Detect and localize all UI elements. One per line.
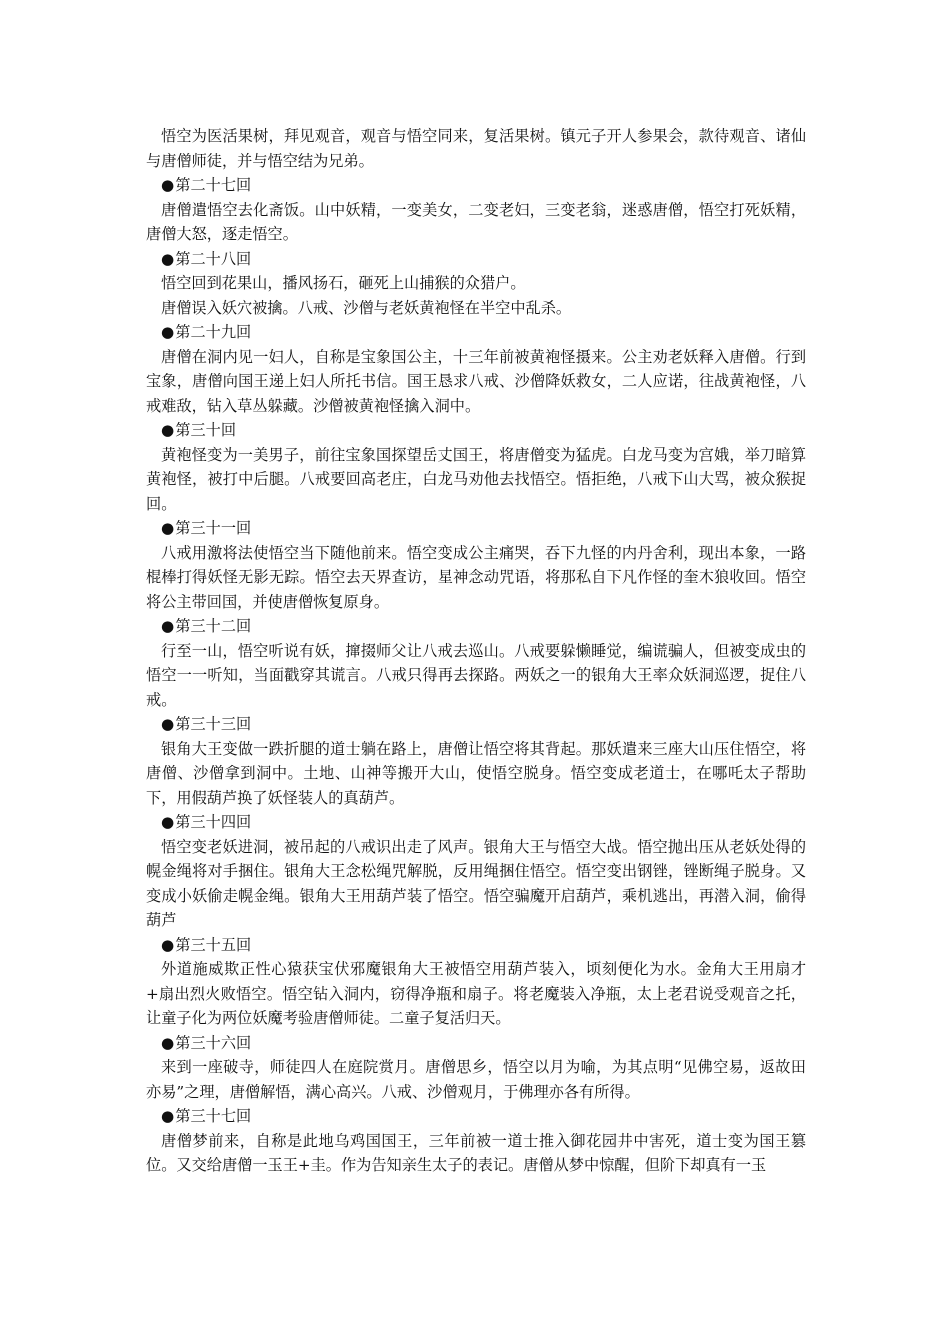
paragraph: 黄袍怪变为一美男子，前往宝象国探望岳丈国王，将唐僧变为猛虎。白龙马变为宫娥，举刀暗算黄袍怪，被打中后腿。八戒要回高老庄，白龙马劝他去找悟空。悟拒绝，八戒下山大骂，被众猴捉回。 [146,445,806,513]
bullet-icon: ● [161,935,175,954]
bullet-icon: ● [161,813,175,831]
bullet-icon: ● [161,617,175,635]
chapter-heading-34 [146,810,806,835]
chapter-heading-31 [146,516,806,541]
chapter-heading-29 [146,320,806,345]
chapter-title: 第三十五回 [175,935,252,954]
chapter-title: 第三十四回 [175,813,252,831]
bullet-icon: ● [161,1033,175,1052]
chapter-heading-27 [146,173,806,198]
chapter-heading-28 [146,247,806,272]
chapter-title: 第三十三回 [175,715,252,733]
chapter-heading-32 [146,614,806,639]
paragraph: 唐僧梦前来，自称是此地乌鸡国国王，三年前被一道士推入御花园井中害死，道士变为国王篡位。又交给唐僧一玉王+圭。作为告知亲生太子的表记。唐僧从梦中惊醒，但阶下却真有一玉 [146,1131,806,1174]
paragraph: 唐僧误入妖穴被擒。八戒、沙僧与老妖黄袍怪在半空中乱杀。 [161,298,572,317]
paragraph: 银角大王变做一跌折腿的道士躺在路上，唐僧让悟空将其背起。那妖遣来三座大山压住悟空，将唐僧、沙僧拿到洞中。土地、山神等搬开大山，使悟空脱身。悟空变成老道士，在哪吒太子帮助下，用假葫芦换了妖怪装人的真葫芦。 [146,739,806,807]
chapter-heading-37 [146,1104,806,1129]
chapter-heading-35 [146,933,806,958]
bullet-icon: ● [161,323,175,341]
paragraph: 唐僧遣悟空去化斋饭。山中妖精，一变美女，二变老妇，三变老翁，迷惑唐僧，悟空打死妖精，唐僧大怒，逐走悟空。 [146,200,806,243]
paragraph: 悟空回到花果山，播风扬石，砸死上山捕猴的众猎户。 [161,274,526,292]
chapter-title: 第二十九回 [175,323,252,341]
chapter-title: 第二十八回 [175,249,252,268]
bullet-icon: ● [161,176,175,194]
paragraph: 悟空变老妖进洞，被吊起的八戒识出走了风声。银角大王与悟空大战。悟空抛出压从老妖处得的幌金绳将对手捆住。银角大王念松绳咒解脱，反用绳捆住悟空。悟空变出钢锉，锉断绳子脱身。又变成小妖偷走幌金绳。银角大王用葫芦装了悟空。悟空骗魔开启葫芦，乘机逃出，再潜入洞，偷得葫芦 [146,837,806,929]
paragraph: 唐僧在洞内见一妇人，自称是宝象国公主，十三年前被黄袍怪摄来。公主劝老妖释入唐僧。行到宝象，唐僧向国王递上妇人所托书信。国王恳求八戒、沙僧降妖救女，二人应诺，往战黄袍怪，八戒难敌，钻入草丛躲藏。沙僧被黄袍怪擒入洞中。 [146,347,806,415]
bullet-icon: ● [161,519,175,537]
chapter-title: 第三十二回 [175,617,252,635]
chapter-title: 第三十六回 [175,1033,252,1052]
chapter-title: 第三十一回 [175,519,252,537]
paragraph: 外道施威欺正性心猿获宝伏邪魔银角大王被悟空用葫芦装入，顷刻便化为水。金角大王用扇才+扇出烈火败悟空。悟空钻入洞内，窃得净瓶和扇子。将老魔装入净瓶，太上老君说受观音之托，让童子化为两位妖魔考验唐僧师徒。二童子复活归天。 [146,960,806,1027]
chapter-heading-36 [146,1031,806,1056]
chapter-heading-33 [146,712,806,737]
paragraph: 行至一山，悟空听说有妖，撺掇师父让八戒去巡山。八戒要躲懒睡觉，编谎骗人，但被变成虫的悟空一一听知，当面戳穿其谎言。八戒只得再去探路。两妖之一的银角大王率众妖洞巡逻，捉住八戒。 [146,641,806,709]
chapter-heading-30 [146,418,806,443]
paragraph: 悟空为医活果树，拜见观音，观音与悟空同来，复活果树。镇元子开人参果会，款待观音、诸仙与唐僧师徒，并与悟空结为兄弟。 [146,127,806,170]
paragraph: 八戒用激将法使悟空当下随他前来。悟空变成公主痛哭，吞下九怪的内丹舍利，现出本象，一路棍棒打得妖怪无影无踪。悟空去天界查访，星神念动咒语，将那私自下凡作怪的奎木狼收回。悟空将公主带回国，并使唐僧恢复原身。 [146,543,806,611]
bullet-icon: ● [161,249,175,268]
bullet-icon: ● [161,715,175,733]
chapter-title: 第三十七回 [175,1107,252,1125]
bullet-icon: ● [161,421,175,439]
bullet-icon: ● [161,1107,175,1125]
paragraph: 来到一座破寺，师徒四人在庭院赏月。唐僧思乡，悟空以月为喻，为其点明“见佛空易，返故田亦易”之理，唐僧解悟，满心高兴。八戒、沙僧观月，于佛理亦各有所得。 [146,1058,806,1101]
chapter-title: 第二十七回 [175,176,252,194]
document-body [146,124,806,1178]
chapter-title: 第三十回 [175,421,237,439]
